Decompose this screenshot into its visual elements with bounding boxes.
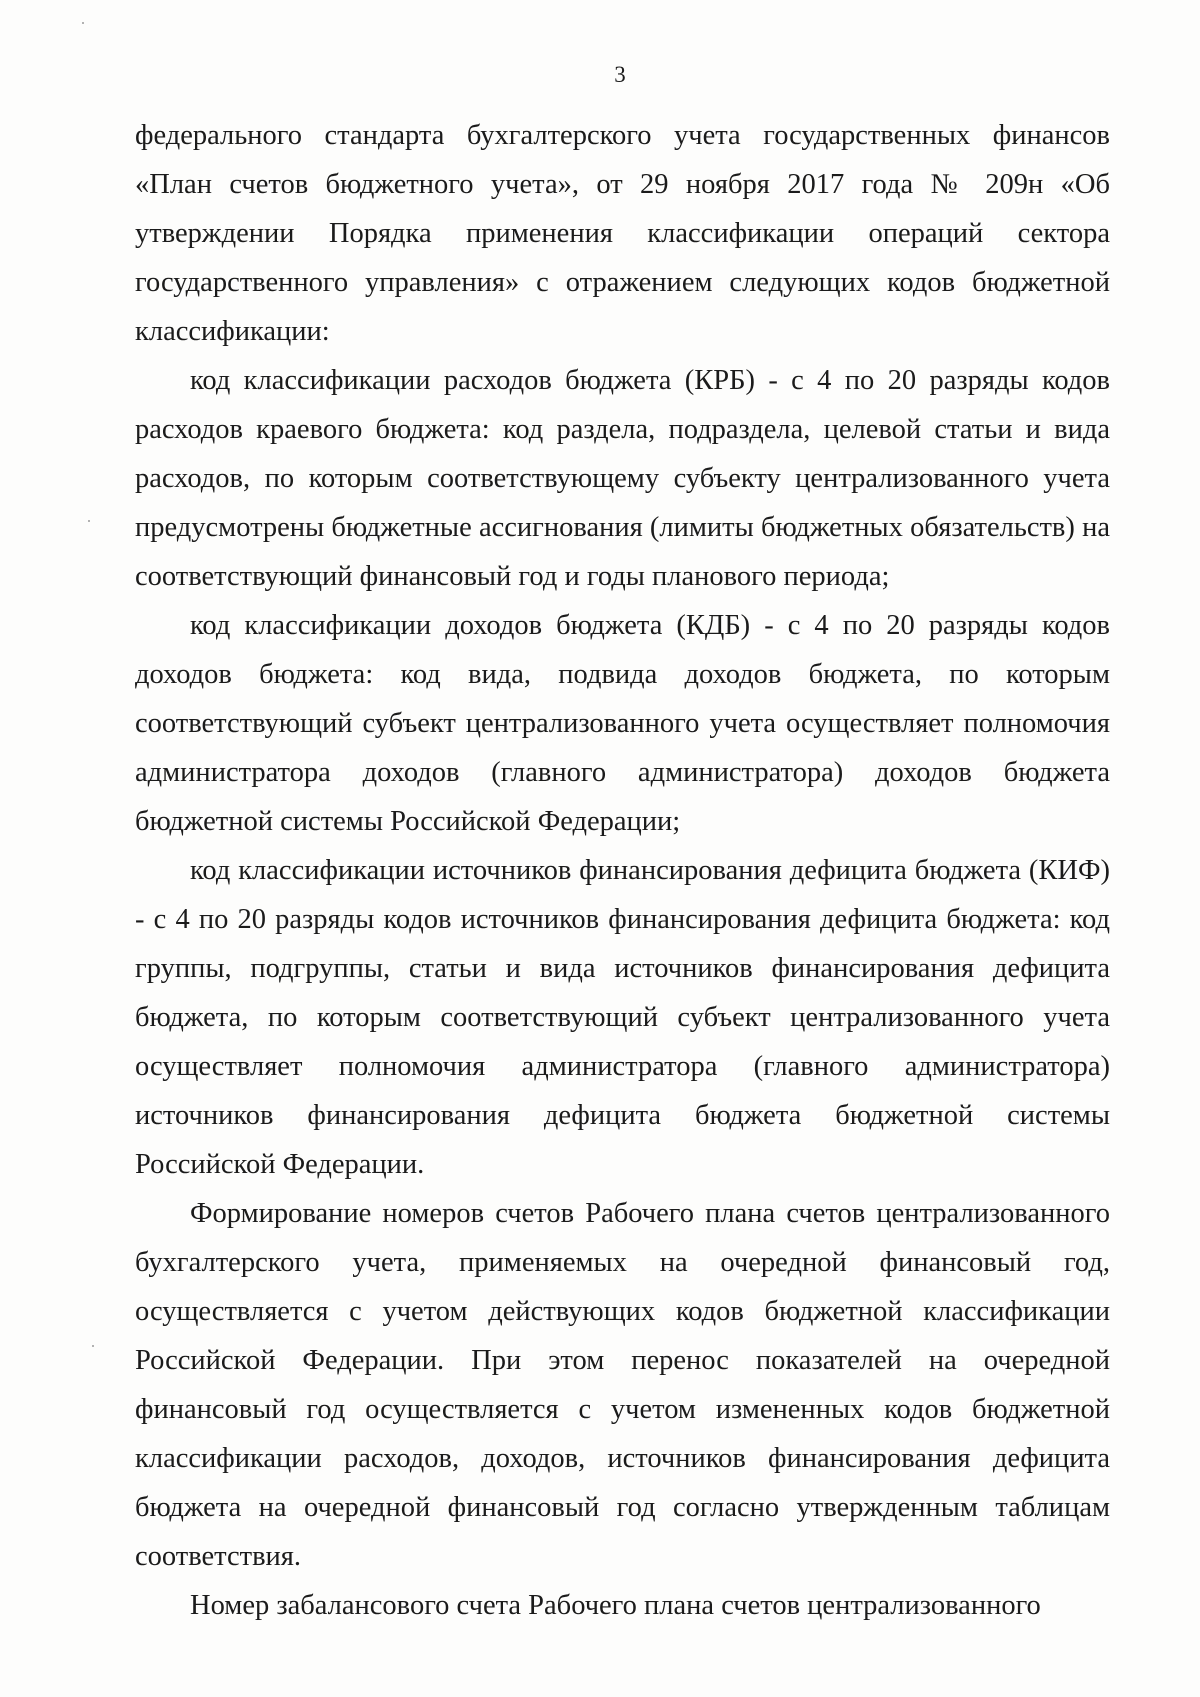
paragraph-continuation: федерального стандарта бухгалтерского учета государственных финансов «План счетов бюджетного учета», от 29 ноября 2017 года № 209н «Об утверждении Порядка применения классификации операций сектора государственного управления» с отражением следующих кодов бюджетной классификации: [135,120,1110,347]
paragraph-off-balance-account: Номер забалансового счета Рабочего плана счетов централизованного [190,1590,1041,1621]
paragraph-kdb-code: код классификации доходов бюджета (КДБ) - с 4 по 20 разряды кодов доходов бюджета: код вида, подвида доходов бюджета, по которым соответствующий субъект централизованного учета осуществляет полномочия администратора доходов (главного администратора) доходов бюджета бюджетной системы Российской Федерации; [135,610,1110,837]
scan-speck [82,22,84,24]
paragraph-kif-code: код классификации источников финансирования дефицита бюджета (КИФ) - с 4 по 20 разряды кодов источников финансирования дефицита бюджета: код группы, подгруппы, статьи и вида источников финансирования дефицита бюджета, по которым соответствующий субъект централизованного учета осуществляет полномочия администратора (главного администратора) источников финансирования дефицита бюджета бюджетной системы Российской Федерации. [135,855,1110,1180]
scan-speck [88,520,90,522]
scan-speck [92,1345,94,1347]
document-body [135,111,1110,1630]
paragraph-krb-code: код классификации расходов бюджета (КРБ) - с 4 по 20 разряды кодов расходов краевого бюджета: код раздела, подраздела, целевой статьи и вида расходов, по которым соответствующему субъекту централизованного учета предусмотрены бюджетные ассигнования (лимиты бюджетных обязательств) на соответствующий финансовый год и годы планового периода; [135,365,1110,592]
page-number: 3 [614,62,626,87]
paragraph-account-numbers: Формирование номеров счетов Рабочего плана счетов централизованного бухгалтерского учета, применяемых на очередной финансовый год, осуществляется с учетом действующих кодов бюджетной классификации Российской Федерации. При этом перенос показателей на очередной финансовый год осуществляется с учетом измененных кодов бюджетной классификации расходов, доходов, источников финансирования дефицита бюджета на очередной финансовый год согласно утвержденным таблицам соответствия. [135,1198,1110,1572]
